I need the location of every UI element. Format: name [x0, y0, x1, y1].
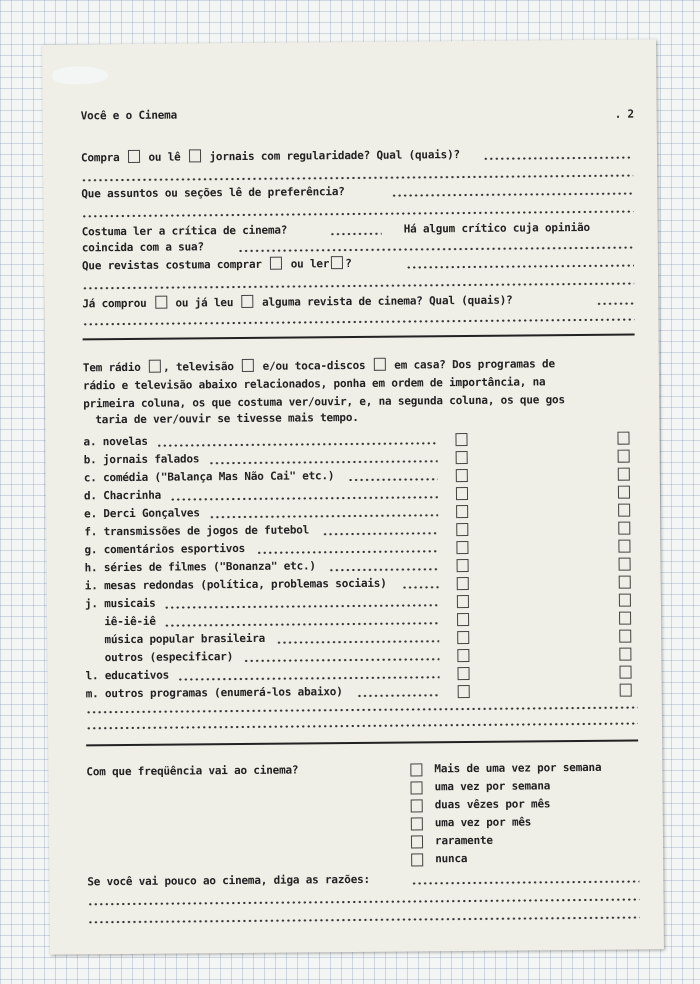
frequencia-option-label: uma vez por semana — [434, 779, 551, 794]
frequencia-option-label: nunca — [435, 852, 468, 866]
program-label: h. séries de filmes ("Bonanza" etc.) — [84, 559, 316, 575]
frequencia-option-label: uma vez por mês — [434, 815, 532, 830]
program-costuma-checkbox[interactable] — [456, 523, 468, 536]
revista-cinema-leu-checkbox[interactable] — [242, 295, 254, 308]
program-gostaria-checkbox[interactable] — [618, 540, 630, 553]
program-leader-dots — [164, 621, 439, 627]
program-leader-dots — [244, 657, 440, 663]
answer-line[interactable] — [82, 210, 634, 219]
answer-line[interactable] — [88, 916, 640, 925]
answer-line[interactable] — [483, 156, 633, 161]
program-gostaria-checkbox[interactable] — [619, 594, 631, 607]
televisao-checkbox[interactable] — [242, 359, 254, 372]
q-radio-line3: primeira coluna, os que costuma ver/ouvir, e, na segunda coluna, os que gos — [83, 393, 565, 411]
frequencia-option-checkbox[interactable] — [410, 781, 422, 794]
frequencia-option-label: duas vêzes por mês — [434, 797, 551, 812]
program-label: g. comentários esportivos — [84, 541, 246, 557]
program-costuma-checkbox[interactable] — [457, 631, 469, 644]
q-revistas: Que revistas costuma comprar ou ler ? — [81, 257, 352, 273]
program-gostaria-checkbox[interactable] — [619, 630, 631, 643]
program-costuma-checkbox[interactable] — [457, 577, 469, 590]
program-label: f. transmissões de jogos de futebol — [84, 523, 310, 539]
program-leader-dots — [156, 441, 437, 447]
answer-line[interactable] — [81, 174, 633, 183]
program-gostaria-checkbox[interactable] — [620, 684, 632, 697]
program-label: i. mesas redondas (política, problemas sociais) — [84, 576, 387, 593]
program-leader-dots — [356, 693, 439, 698]
program-leader-dots — [322, 531, 438, 536]
program-leader-dots — [256, 549, 438, 555]
program-leader-dots — [209, 459, 438, 465]
program-costuma-checkbox[interactable] — [456, 541, 468, 554]
program-gostaria-checkbox[interactable] — [618, 522, 630, 535]
program-gostaria-checkbox[interactable] — [619, 666, 631, 679]
program-costuma-checkbox[interactable] — [456, 469, 468, 482]
q-radio-line1: Tem rádio , televisão e/ou toca-discos em casa? Dos programas de — [82, 357, 555, 375]
answer-line[interactable] — [82, 318, 634, 327]
program-gostaria-checkbox[interactable] — [619, 558, 631, 571]
q-razoes: Se você vai pouco ao cinema, diga as razões: — [87, 872, 370, 889]
revistas-compra-checkbox[interactable] — [270, 257, 282, 270]
answer-line[interactable] — [86, 722, 638, 731]
program-gostaria-checkbox[interactable] — [619, 648, 631, 661]
program-label: b. jornais falados — [83, 452, 200, 467]
q-radio-line2: rádio e televisão abaixo relacionados, ponha em ordem de importância, na — [82, 375, 546, 393]
program-label: iê-iê-iê — [85, 614, 156, 629]
frequencia-option-checkbox[interactable] — [411, 817, 423, 830]
answer-line[interactable] — [411, 880, 639, 886]
program-gostaria-checkbox[interactable] — [617, 432, 629, 445]
answer-line[interactable] — [406, 264, 634, 270]
program-costuma-checkbox[interactable] — [457, 649, 469, 662]
q-frequencia: Com que freqüência vai ao cinema? — [86, 763, 299, 779]
frequencia-option-checkbox[interactable] — [411, 853, 423, 866]
frequencia-option-label: raramente — [434, 833, 493, 848]
answer-line[interactable] — [86, 706, 638, 715]
program-costuma-checkbox[interactable] — [457, 613, 469, 626]
jornais-compra-checkbox[interactable] — [128, 150, 140, 163]
program-label: c. comédia ("Balança Mas Não Cai" etc.) — [83, 469, 335, 485]
q-revista-cinema: Já comprou ou já leu alguma revista de cinema? Qual (quais)? — [82, 293, 513, 311]
program-label: j. musicais — [84, 596, 156, 611]
answer-line[interactable] — [238, 246, 634, 253]
questionnaire-page — [42, 39, 664, 954]
program-leader-dots — [210, 513, 439, 519]
jornais-le-checkbox[interactable] — [189, 149, 201, 162]
program-costuma-checkbox[interactable] — [455, 433, 467, 446]
answer-line[interactable] — [391, 192, 633, 198]
section-divider — [86, 740, 638, 747]
q-critica-line1b: Há algum crítico cuja opinião — [403, 220, 590, 236]
revistas-ler-checkbox[interactable] — [331, 256, 343, 269]
q-radio-line4: taria de ver/ouvir se tivesse mais tempo. — [95, 410, 359, 427]
program-label: a. novelas — [83, 434, 148, 449]
program-gostaria-checkbox[interactable] — [618, 450, 630, 463]
program-costuma-checkbox[interactable] — [456, 505, 468, 518]
q-critica-line1: Costuma ler a crítica de cinema? — [81, 223, 288, 239]
q-jornais: Compra ou lê jornais com regularidade? Qual (quais)? — [80, 148, 460, 165]
program-leader-dots — [164, 603, 439, 609]
page-number: . 2 — [614, 107, 635, 121]
radio-checkbox[interactable] — [149, 360, 161, 373]
frequencia-option-checkbox[interactable] — [411, 835, 423, 848]
section-divider — [83, 334, 635, 341]
frequencia-option-checkbox[interactable] — [410, 763, 422, 776]
program-leader-dots — [329, 567, 439, 572]
revista-cinema-comprou-checkbox[interactable] — [155, 296, 167, 309]
program-leader-dots — [348, 477, 438, 482]
program-label: d. Chacrinha — [83, 488, 162, 503]
program-costuma-checkbox[interactable] — [457, 667, 469, 680]
program-leader-dots — [178, 675, 440, 681]
program-costuma-checkbox[interactable] — [456, 451, 468, 464]
answer-line[interactable] — [596, 302, 634, 306]
program-leader-dots — [170, 495, 438, 501]
program-costuma-checkbox[interactable] — [457, 595, 469, 608]
program-label: l. educativos — [85, 668, 170, 683]
answer-line[interactable] — [88, 898, 640, 907]
frequencia-option-checkbox[interactable] — [411, 799, 423, 812]
frequencia-option-label: Mais de uma vez por semana — [434, 760, 602, 776]
answer-line[interactable] — [330, 232, 382, 236]
program-gostaria-checkbox[interactable] — [619, 576, 631, 589]
page-title: Você e o Cinema — [80, 108, 178, 123]
program-costuma-checkbox[interactable] — [458, 685, 470, 698]
program-leader-dots — [402, 585, 439, 589]
program-leader-dots — [277, 639, 440, 644]
program-gostaria-checkbox[interactable] — [618, 468, 630, 481]
program-costuma-checkbox[interactable] — [456, 487, 468, 500]
program-label: m. outros programas (enumerá-los abaixo) — [85, 685, 343, 701]
torn-corner — [52, 66, 108, 84]
answer-line[interactable] — [82, 282, 634, 291]
q-assuntos: Que assuntos ou seções lê de preferência? — [81, 185, 345, 201]
program-gostaria-checkbox[interactable] — [618, 486, 630, 499]
program-gostaria-checkbox[interactable] — [618, 504, 630, 517]
program-label: e. Derci Gonçalves — [84, 506, 200, 521]
toca-discos-checkbox[interactable] — [374, 358, 386, 371]
program-gostaria-checkbox[interactable] — [619, 612, 631, 625]
program-costuma-checkbox[interactable] — [457, 559, 469, 572]
q-critica-line2: coincida com a sua? — [81, 240, 204, 255]
program-label: música popular brasileira — [85, 631, 266, 647]
program-label: outros (especificar) — [85, 650, 234, 665]
